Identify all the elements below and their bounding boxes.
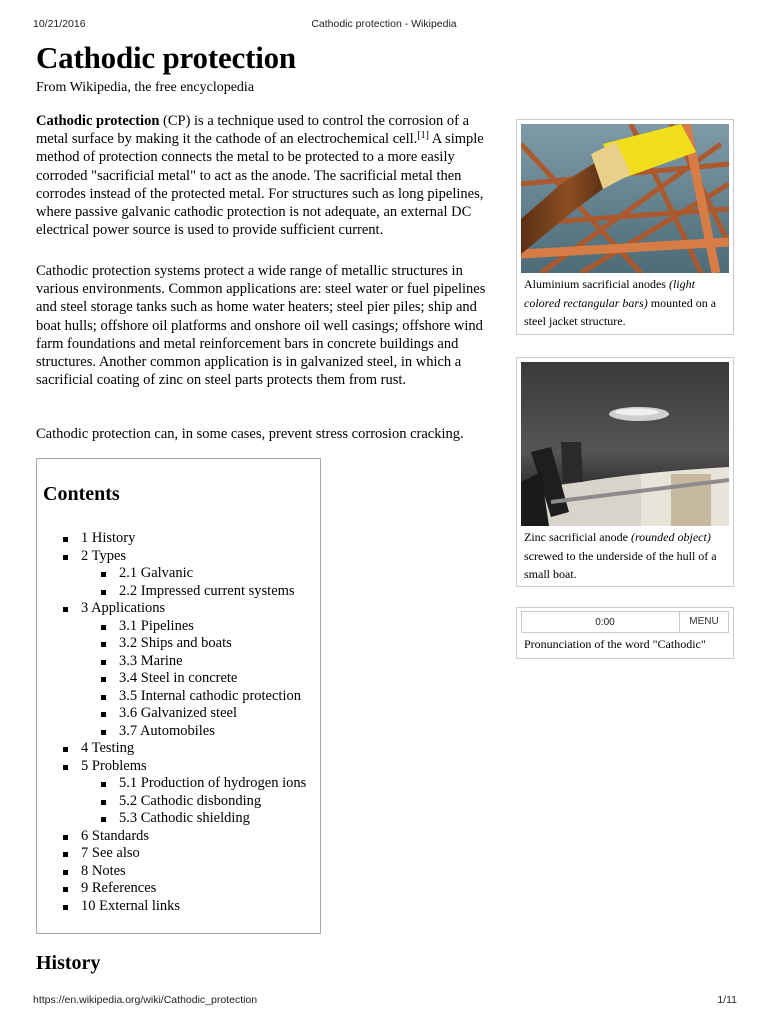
bold-term: Cathodic protection xyxy=(36,113,160,129)
audio-caption: Pronunciation of the word "Cathodic" xyxy=(524,637,706,651)
toc-item[interactable]: 8 Notes xyxy=(63,863,306,881)
toc-item[interactable]: 3.6 Galvanized steel xyxy=(63,705,306,723)
photo-steel-jacket-structure[interactable] xyxy=(521,124,729,273)
toc-item[interactable]: 3.2 Ships and boats xyxy=(63,635,306,653)
toc-item[interactable]: 3 Applications xyxy=(63,600,306,618)
table-of-contents xyxy=(36,458,321,934)
print-url: https://en.wikipedia.org/wiki/Cathodic_protection xyxy=(33,994,258,1006)
caption-italic: (rounded object) xyxy=(630,530,711,544)
audio-menu-button[interactable]: MENU xyxy=(679,612,728,632)
thumbnail-aluminium-anodes xyxy=(516,119,734,335)
audio-pronunciation-box xyxy=(516,607,734,659)
tagline: From Wikipedia, the free encyclopedia xyxy=(36,80,255,95)
reference-link[interactable]: [1] xyxy=(417,130,429,142)
toc-title: Contents xyxy=(43,483,120,505)
toc-item[interactable]: 5.3 Cathodic shielding xyxy=(63,810,306,828)
toc-item[interactable]: 9 References xyxy=(63,880,306,898)
caption-text-b: screwed to the underside of the hull of a small boat. xyxy=(524,548,717,581)
caption-text-a: Aluminium sacrificial anodes xyxy=(524,277,669,291)
print-page-number: 1/11 xyxy=(717,994,737,1006)
toc-list xyxy=(63,530,306,915)
toc-item[interactable]: 5.1 Production of hydrogen ions xyxy=(63,775,306,793)
stress-corrosion-paragraph: Cathodic protection can, in some cases, prevent stress corrosion cracking. xyxy=(36,426,464,442)
thumbnail-caption xyxy=(524,275,729,331)
toc-item[interactable]: 3.5 Internal cathodic protection xyxy=(63,688,306,706)
toc-item[interactable]: 2.1 Galvanic xyxy=(63,565,306,583)
intro-text-a: (CP) is a technique used to control the corrosion of a metal surface by making it the cathode of an electrochemical cell. xyxy=(36,113,470,148)
toc-item[interactable]: 5.2 Cathodic disbonding xyxy=(63,793,306,811)
caption-text-a: Zinc sacrificial anode xyxy=(524,530,631,544)
thumbnail-zinc-anode xyxy=(516,357,734,587)
toc-item[interactable]: 5 Problems xyxy=(63,758,306,776)
boat-hull-photo-graphic xyxy=(521,362,729,526)
intro-paragraph xyxy=(36,112,496,239)
toc-item[interactable]: 6 Standards xyxy=(63,828,306,846)
page-title: Cathodic protection xyxy=(36,40,296,75)
print-page-title: Cathodic protection - Wikipedia xyxy=(311,18,457,30)
caption-italic: (light colored rectangular bars) xyxy=(524,277,695,310)
toc-item[interactable]: 3.3 Marine xyxy=(63,653,306,671)
toc-item[interactable]: 7 See also xyxy=(63,845,306,863)
toc-item[interactable]: 4 Testing xyxy=(63,740,306,758)
intro-text-b: A simple method of protection connects the metal to be protected to a more easily corroded "sacrificial metal" to act as the anode. The sacrificial metal then corrodes instead of the protected metal. For structures such as long pipelines, where passive galvanic cathodic protection is not adequate, an external DC electrical power source is used to provide sufficient current. xyxy=(36,131,484,239)
toc-item[interactable]: 1 History xyxy=(63,530,306,548)
toc-item[interactable]: 2.2 Impressed current systems xyxy=(63,583,306,601)
toc-item[interactable]: 3.7 Automobiles xyxy=(63,723,306,741)
toc-item[interactable]: 3.1 Pipelines xyxy=(63,618,306,636)
print-date: 10/21/2016 xyxy=(33,18,86,30)
thumbnail-caption xyxy=(524,528,729,584)
steel-jacket-photo-graphic xyxy=(521,124,729,273)
section-heading-history: History xyxy=(36,952,101,974)
toc-item[interactable]: 10 External links xyxy=(63,898,306,916)
photo-boat-hull[interactable] xyxy=(521,362,729,526)
caption-text-b: mounted on a steel jacket structure. xyxy=(524,295,717,328)
applications-paragraph: Cathodic protection systems protect a wide range of metallic structures in various environments. Common applications are: steel water or fuel pipelines and steel storage tanks such as home water heaters; steel pier piles; ship and boat hulls; offshore oil platforms and onshore oil well casings; offshore wind farm foundations and metal reinforcement bars in concrete buildings and structures. Another common application is in galvanized steel, in which a sacrificial coating of zinc on steel parts protects them from rust. xyxy=(36,263,486,389)
audio-time: 0:00 xyxy=(595,617,615,628)
audio-player[interactable] xyxy=(521,611,729,633)
toc-item[interactable]: 3.4 Steel in concrete xyxy=(63,670,306,688)
print-footer xyxy=(33,994,737,1008)
print-header xyxy=(33,18,735,32)
toc-item[interactable]: 2 Types xyxy=(63,548,306,566)
